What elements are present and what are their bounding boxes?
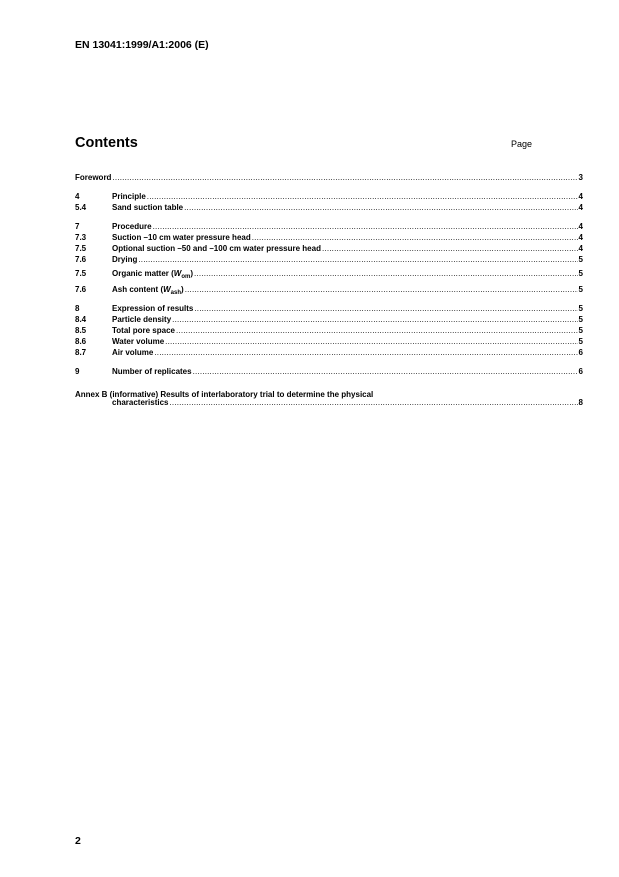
toc-entry-title: Organic matter $(W_{om})$ [112,269,194,280]
toc-entry-number: 8.4 [75,315,87,324]
toc-leader-dots [165,337,577,347]
toc-entry-title: Number of replicates [112,367,192,376]
toc-entry[interactable] [75,202,583,213]
toc-entry[interactable] [75,254,583,265]
toc-leader-dots [154,348,577,358]
toc-leader-dots [194,269,578,279]
toc-entry-title: Air volume [112,348,154,357]
page-number: 2 [75,835,81,847]
toc-entry[interactable] [75,221,583,232]
toc-entry-title: Suction –10 cm water pressure head [112,233,251,242]
toc-entry[interactable] [75,366,583,377]
toc-entry[interactable] [75,314,583,325]
toc-entry-title: characteristics [112,398,169,407]
toc-entry-page: 4 [578,203,583,212]
toc-entry-number: 9 [75,367,80,376]
toc-entry-page: 3 [578,173,583,182]
toc-entry-page: 5 [578,315,583,324]
contents-title: Contents [75,135,138,151]
toc-entry[interactable] [75,268,583,279]
toc-entry-title: Sand suction table [112,203,184,212]
toc-entry[interactable] [75,347,583,358]
toc-entry-number: 7.5 [75,269,87,278]
toc-entry-page: 8 [578,398,583,407]
toc-leader-dots [172,315,577,325]
toc-entry-number: 4 [75,192,80,201]
toc-leader-dots [193,367,578,377]
toc-entry-title: Procedure [112,222,152,231]
toc-leader-dots [322,244,578,254]
toc-entry-page: 6 [578,348,583,357]
toc-entry-page: 4 [578,244,583,253]
toc-entry[interactable] [75,325,583,336]
toc-entry-page: 5 [578,269,583,278]
toc-leader-dots [194,304,577,314]
toc-entry-number: 8.7 [75,348,87,357]
toc-leader-dots [252,233,578,243]
toc-entry-title: Expression of results [112,304,194,313]
toc-entry-page: 6 [578,367,583,376]
toc-entry-page: 5 [578,285,583,294]
toc-entry-number: 7.6 [75,285,87,294]
toc-leader-dots [176,326,578,336]
toc-entry-title: Particle density [112,315,172,324]
toc-entry-number: 8.6 [75,337,87,346]
page-column-heading: Page [511,139,533,149]
toc-entry-page: 5 [578,304,583,313]
toc-entry-foreword[interactable] [75,172,583,183]
toc-entry-annex-b[interactable] [75,397,583,408]
toc-entry-number: 7.6 [75,255,87,264]
toc-entry-page: 5 [578,337,583,346]
toc-entry-title: Optional suction –50 and –100 cm water pressure head [112,244,321,253]
toc-leader-dots [147,192,578,202]
toc-entry-page: 5 [578,255,583,264]
toc-leader-dots [112,173,577,183]
toc-entry[interactable] [75,243,583,254]
toc-leader-dots [185,285,578,295]
toc-entry-page: 4 [578,222,583,231]
toc-leader-dots [138,255,577,265]
document-id: EN 13041:1999/A1:2006 (E) [75,39,209,51]
toc-entry[interactable] [75,284,583,295]
toc-entry-title: Principle [112,192,146,201]
toc-entry-number: 7 [75,222,80,231]
toc-entry-page: 4 [578,192,583,201]
toc-entry-number: 5.4 [75,203,87,212]
toc-annex-b-title[interactable]: Annex B (informative) Results of interlaboratory trial to determine the physical [75,390,374,399]
toc-entry-title: Total pore space [112,326,175,335]
toc-entry-title: Drying [112,255,138,264]
toc-entry-page: 4 [578,233,583,242]
toc-leader-dots [169,398,577,408]
toc-entry[interactable] [75,336,583,347]
toc-entry-title: Foreword [75,173,112,182]
toc-entry-page: 5 [578,326,583,335]
toc-leader-dots [153,222,578,232]
toc-entry[interactable] [75,191,583,202]
toc-entry-number: 7.5 [75,244,87,253]
toc-entry-number: 8 [75,304,80,313]
toc-entry-number: 8.5 [75,326,87,335]
toc-entry-number: 7.3 [75,233,87,242]
toc-entry-title: Ash content $(W_{ash})$ [112,285,184,296]
toc-entry[interactable] [75,303,583,314]
toc-entry[interactable] [75,232,583,243]
toc-leader-dots [184,203,577,213]
toc-entry-title: Water volume [112,337,165,346]
